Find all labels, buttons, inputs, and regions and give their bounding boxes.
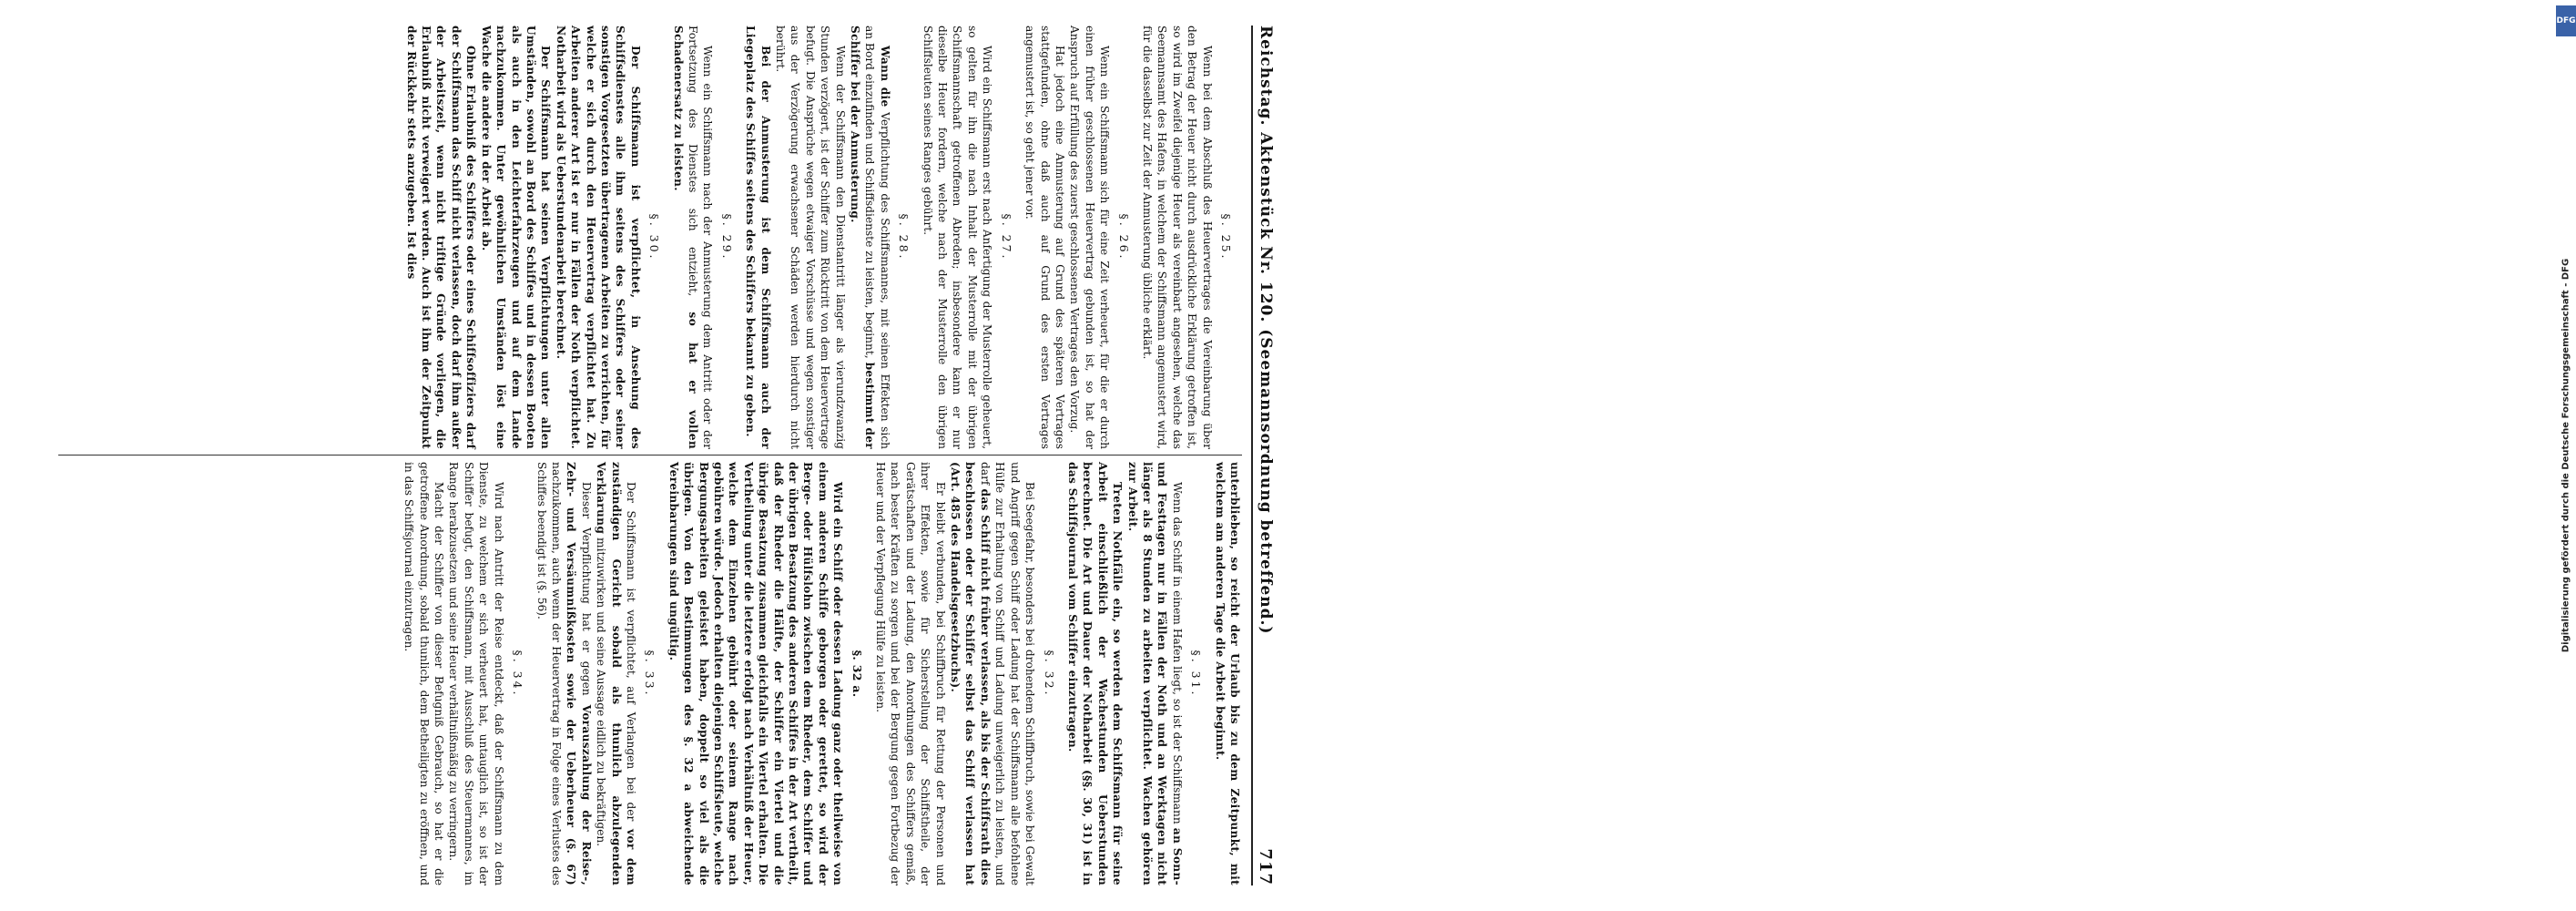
running-head (1251, 26, 1277, 885)
paragraph: Wenn ein Schiffsmann nach der Anmusterung dem Antritt oder der Fortsetzung des Dienstes sich entzieht, so hat er vollen Schadenersatz zu leisten. (671, 26, 715, 449)
section-heading: §. 28. (897, 213, 911, 261)
section-heading: §. 30. (647, 213, 662, 261)
paragraph: Macht der Schiffer von dieser Befugniß Gebrauch, so hat er die getroffene Anordnung, sobald thunlich, dem Betheiligten zu eröffnen, und in das Schiffsjournal einzutragen. (402, 462, 446, 885)
paragraph: Wird nach Antritt der Reise entdeckt, daß der Schiffsmann zu dem Dienste, zu welchem er sich verheuert hat, untauglich ist, so ist der Schiffer befugt, den Schiffsmann, mit Ausschluß des Steuermannes, im Range herabzusetzen und seine Heuer verhältnißmäßig zu verringern. (447, 462, 505, 885)
paragraph: Treten Nothfälle ein, so werden dem Schiffsmann für seine Arbeit einschließlich der Wachestunden Ueberstunden berechnet. Die Art und Dauer der Notharbeit (§§. 30, 31) ist in das Schiffsjournal vom Schiffer einzutragen. (1065, 462, 1125, 885)
text-columns (58, 26, 1242, 885)
paragraph: Wenn ein Schiffsmann sich für eine Zeit verheuert, für die er durch einen früher geschlossenen Heuervertrag gebunden ist, so hat der Anspruch auf Erfüllung des zuerst geschlossenen Vertrages den Vorzug. (1068, 26, 1112, 449)
paragraph: Hat jedoch eine Anmusterung auf Grund des späteren Vertrages stattgefunden, ohne daß auch auf Grund des ersten Vertrages angemustert ist, so geht jener vor. (1023, 26, 1066, 449)
digitization-credit: Digitalisierung gefördert durch die Deutsche Forschungsgemeinschaft - DFG (2561, 258, 2571, 653)
paragraph: Wann die Verpflichtung des Schiffsmannes, mit seinen Effekten sich an Bord einzufinden und Schiffsdienste zu leisten, beginnt, bestimmt der Schiffer bei der Anmusterung. (849, 26, 891, 450)
paragraph: Der Schiffsmann ist verpflichtet, in Ansehung des Schiffsdienstes alle ihm seitens des Schiffers oder seiner sonstigen Vorgesetzten übertragenen Arbeiten zu verrichten, für welche er sich durch den Heuervertrag verpflichtet hat. Zu Arbeiten anderer Art ist er nur in Fällen der Noth verpflichtet. Notharbeit wird als Ueberstundenarbeit berechnet. (554, 26, 642, 449)
page-number: 717 (1256, 848, 1275, 885)
section-heading: §. 26. (1116, 213, 1131, 261)
section-heading: §. 31. (1189, 650, 1204, 698)
section-heading: §. 32 a. (850, 650, 864, 698)
section-heading: §. 34. (511, 650, 525, 698)
digitization-strip (1275, 0, 2576, 911)
paragraph: Ohne Erlaubniß des Schiffers oder eines Schiffsoffiziers darf der Schiffsmann das Schiff nicht verlassen, doch darf ihm außer der Arbeitszeit, wenn nicht triftige Gründe vorliegen, die Erlaubniß nicht verweigert werden. Auch ist ihm der Zeitpunkt der Rückkehr stets anzugeben. Ist dies (404, 26, 478, 449)
section-heading: §. 25. (1219, 213, 1233, 261)
paragraph: Bei der Anmusterung ist dem Schiffsmann auch der Liegeplatz des Schiffes seitens des Schiffers bekannt zu geben. (744, 26, 772, 449)
paragraph: Wenn das Schiff in einem Hafen liegt, so ist der Schiffsmann an Sonn- und Festtagen nur in Fällen der Noth und an Werktagen nicht länger als 8 Stunden zu arbeiten verpflichtet. Wachen gehören zur Arbeit. (1125, 462, 1184, 885)
paragraph: Dieser Verpflichtung hat er gegen Vorauszahlung der Reise-, Zehr- und Versäumnißkosten sowie der Ueberheuer (§. 67) nachzukommen, auch wenn der Heuervertrag in Folge eines Verlustes des Schiffes beendigt ist (§. 56). (535, 462, 593, 885)
paragraph: Er bleibt verbunden, bei Schiffbruch für Rettung der Personen und ihrer Effekten, sowie für Sicherstellung der Schiffstheile, der Gerätschaften und der Ladung, den Anordnungen des Schiffers gemäß, nach bester Kräften zu sorgen und bei der Bergung gegen Fortbezug der Heuer und der Verpflegung Hülfe zu leisten. (874, 462, 947, 885)
running-head-title: Reichstag. Aktenstück Nr. 120. (Seemannsordnung betreffend.) (1257, 26, 1275, 635)
paragraph: Der Schiffsmann ist verpflichtet, auf Verlangen bei der vor dem zuständigen Gericht sobald als thunlich abzulegenden Verklarung mitzuwirken und seine Aussage eidlich zu bekräftigen. (595, 462, 637, 885)
paragraph: Bei Seegefahr, besonders bei drohendem Schiffbruch, sowie bei Gewalt und Angriff gegen Schiff oder Ladung hat der Schiffsmann alle befohlene Hülfe zur Erhaltung von Schiff und Ladung unweigerlich zu leisten, und darf das Schiff nicht früher verlassen, als bis der Schiffsrath dies beschlossen oder der Schiffer selbst das Schiff verlassen hat (Art. 485 des Handelsgesetzbuchs). (949, 462, 1037, 885)
dfg-logo: DFG (2556, 5, 2576, 36)
text-column-right (58, 462, 1242, 885)
section-heading: §. 29. (719, 213, 734, 261)
paragraph: Der Schiffsmann hat seinen Verpflichtungen unter allen Umständen, sowohl an Bord des Schiffes und in dessen Booten als auch in den Leichterfahrzeugen und auf dem Lande nachzukommen. Unter gewöhnlichen Umständen löst eine Wache die andere in der Arbeit ab. (479, 26, 553, 449)
paragraph: Wenn der Schiffsmann den Dienstantritt länger als vierundzwanzig Stunden verzögert, ist der Schiffer zum Rücktritt von dem Heuervertrage befugt. Die Ansprüche wegen etwaiger Vorschüsse und wegen sonstiger aus der Verzögerung erwachsener Schäden werden hierdurch nicht berührt. (774, 26, 847, 449)
section-heading: §. 33. (643, 650, 657, 698)
section-heading: §. 32. (1042, 650, 1056, 698)
section-heading: §. 27. (999, 213, 1013, 261)
paragraph: unterblieben, so reicht der Urlaub bis zu dem Zeitpunkt, mit welchem am anderen Tage die Arbeit beginnt. (1213, 462, 1241, 885)
paragraph: Wenn bei dem Abschluß des Heuervertrages die Vereinbarung über den Betrag der Heuer nicht durch ausdrückliche Erklärung getroffen ist, so wird im Zweifel diejenige Heuer als vereinbart angesehen, welche das Seemannsamt des Hafens, in welchem der Schiffsmann angemustert wird, für die dasselbst zur Zeit der Anmusterung übliche erklärt. (1140, 26, 1214, 449)
paragraph: Wird ein Schiffsmann erst nach Anfertigung der Musterrolle geheuert, so gelten für ihn die nach Inhalt der Musterrolle mit der übrigen Schiffsmannschaft getroffenen Abreden; insbesondere kann er nur dieselbe Heuer fordern, welche nach der Musterrolle den übrigen Schiffsleuten seines Ranges gebührt. (921, 26, 994, 449)
text-column-left (58, 26, 1242, 449)
paragraph: Wird ein Schiff oder dessen Ladung ganz oder theilweise von einem anderen Schiffe geborgen oder gerettet, so wird der Berge- oder Hülfslohn zwischen dem Rheder, dem Schiffer und der übrigen Besatzung des anderen Schiffes in der Art vertheilt, daß der Rheder die Hälfte, der Schiffer ein Viertel und die übrige Besatzung zusammen gleichfalls ein Viertel erhalten. Die Vertheilung unter die letztere erfolgt nach Verhältniß der Heuer, welche dem Einzelnen gebührt oder seinem Range nach gebühren würde. Jedoch erhalten diejenigen Schiffsleute, welche Bergungsarbeiten geleistet haben, doppelt so viel als die übrigen. Von den Bestimmungen des §. 32 a abweichende Vereinbarungen sind ungültig. (667, 462, 845, 886)
